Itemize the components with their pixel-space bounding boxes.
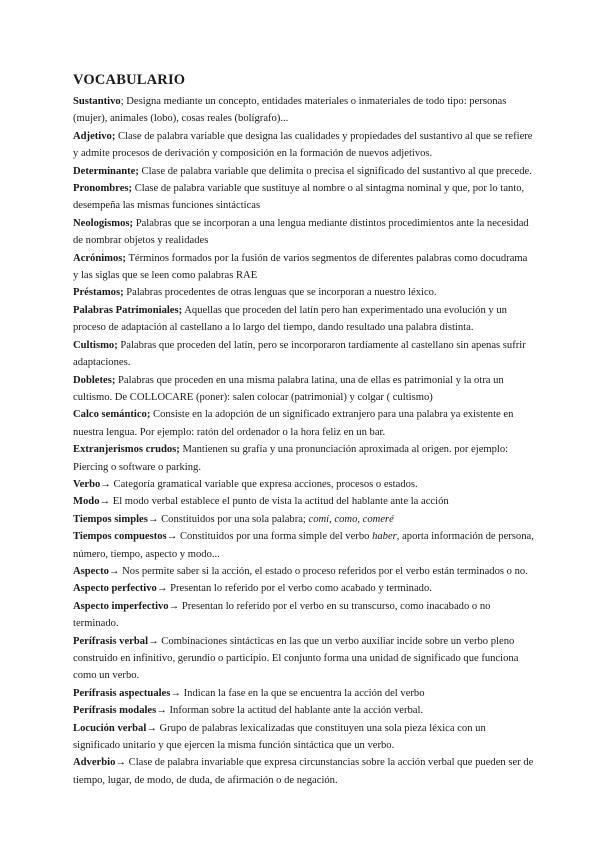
vocabulary-entry <box>73 284 535 301</box>
entry-separator: → <box>115 757 129 769</box>
entry-term: Palabras Patrimoniales; <box>73 304 183 316</box>
entry-definition: Términos formados por la fusión de varios segmentos de diferentes palabras como docudrama y las siglas que se leen como palabras RAE <box>73 252 528 282</box>
entry-separator: → <box>170 687 184 699</box>
vocabulary-entry <box>73 250 535 285</box>
entry-definition: Presentan lo referido por el verbo como acabado y terminado. <box>170 583 432 595</box>
vocabulary-entry <box>73 337 535 372</box>
entry-definition: Palabras que se incorporan a una lengua mediante distintos procedimientos ante la necesidad de nombrar objetos y realidades <box>73 217 529 247</box>
entry-term: Cultismo; <box>73 339 118 351</box>
entry-separator: → <box>156 705 170 717</box>
entry-term: Sustantivo <box>73 96 121 107</box>
vocabulary-entry <box>73 493 535 510</box>
vocabulary-entry <box>73 215 535 250</box>
entry-term: Préstamos; <box>73 287 124 299</box>
entry-term: Perífrasis aspectuales <box>73 687 171 699</box>
entry-term: Tiempos simples <box>73 513 148 525</box>
entry-definition: Palabras procedentes de otras lenguas que se incorporan a nuestro léxico. <box>126 287 437 299</box>
entry-definition: Constituidos por una forma simple del verbo <box>179 531 373 543</box>
entry-definition: Clase de palabra variable que delimita o precisa el significado del sustantivo al que precede. <box>141 165 532 177</box>
entry-definition: Mantienen su grafía y una pronunciación aproximada al origen. por ejemplo: Piercing o software o parking. <box>73 444 509 473</box>
document-page <box>73 72 535 789</box>
vocabulary-entry <box>73 598 535 633</box>
entry-term: Tiempos compuestos <box>73 531 167 543</box>
entry-separator: → <box>166 531 180 543</box>
entry-separator: ; <box>120 96 127 107</box>
entry-term: Acrónimos; <box>73 252 126 264</box>
entry-term: Dobletes; <box>73 374 116 386</box>
entry-term: Adjetivo; <box>73 130 116 142</box>
vocabulary-entry <box>73 93 535 128</box>
entry-definition: Consiste en la adopción de un significado extranjero para una palabra ya existente en nuestra lengua. Por ejemplo: ratón del ordenador o la hora feliz en un bar. <box>73 409 514 438</box>
entry-term: Perífrasis verbal <box>73 635 149 647</box>
entry-definition: Designa mediante un concepto, entidades materiales o inmateriales de todo tipo: personas (mujer), animales (lobo), cosas reales (bolígrafo)... <box>73 96 507 125</box>
entry-separator: → <box>99 496 113 508</box>
entry-term: Modo <box>73 496 100 508</box>
entry-definition: Clase de palabra invariable que expresa circunstancias sobre la acción verbal que pueden ser de tiempo, lugar, de modo, de duda, de afirmación o de negación. <box>73 757 534 786</box>
entry-definition: Constituidos por una sola palabra; <box>161 513 309 525</box>
vocabulary-entry <box>73 633 535 685</box>
entry-separator: → <box>100 478 114 490</box>
vocabulary-entry <box>73 441 535 476</box>
vocabulary-list <box>73 93 535 789</box>
entry-term: Calco semántico; <box>73 409 151 421</box>
entry-definition: Categoría gramatical variable que expresa acciones, procesos o estados. <box>113 478 418 490</box>
vocabulary-entry <box>73 580 535 597</box>
vocabulary-entry <box>73 702 535 719</box>
entry-separator: → <box>147 513 162 525</box>
vocabulary-entry <box>73 163 535 180</box>
vocabulary-entry <box>73 528 535 563</box>
entry-example: haber <box>372 531 397 543</box>
entry-definition: Clase de palabra variable que designa las cualidades y propiedades del sustantivo al que se refiere y admite procesos de derivación y composición en la formación de nuevos adjetivos. <box>73 130 533 160</box>
entry-term: Adverbio <box>73 757 116 769</box>
entry-definition-cont: , aporta información de persona, número, tiempo, aspecto y modo... <box>73 531 534 560</box>
entry-separator: → <box>146 722 160 734</box>
vocabulary-entry <box>73 406 535 441</box>
entry-separator: → <box>156 583 171 595</box>
entry-term: Perífrasis modales <box>73 705 157 717</box>
entry-definition: Palabras que proceden del latín, pero se incorporaron tardíamente al castellano sin apenas sufrir adaptaciones. <box>73 339 526 369</box>
entry-term: Determinante; <box>73 165 139 177</box>
entry-definition: Indican la fase en la que se encuentra la acción del verbo <box>183 687 425 699</box>
vocabulary-entry <box>73 754 535 789</box>
page-title: VOCABULARIO <box>73 72 186 88</box>
entry-separator: → <box>148 635 162 647</box>
entry-definition: Aquellas que proceden del latín pero han experimentado una evolución y un proceso de adaptación al castellano a lo largo del tiempo, dando resultado una palabra distinta. <box>73 304 507 334</box>
vocabulary-entry <box>73 180 535 215</box>
entry-term: Locución verbal <box>73 722 147 734</box>
vocabulary-entry <box>73 511 535 528</box>
entry-term: Extranjerismos crudos; <box>73 444 180 456</box>
vocabulary-entry <box>73 720 535 755</box>
entry-definition: Presentan lo referido por el verbo en su transcurso, como inacabado o no terminado. <box>73 600 491 630</box>
entry-separator: → <box>168 600 182 612</box>
entry-definition: Combinaciones sintácticas en las que un verbo auxiliar incide sobre un verbo pleno construido en infinitivo, gerundio o participio. El conjunto forma una unidad de significado que funciona como un verbo. <box>73 635 519 682</box>
entry-definition: Nos permite saber si la acción, el estado o proceso referidos por el verbo están terminados o no. <box>122 565 528 577</box>
entry-term: Aspecto <box>73 565 109 577</box>
vocabulary-entry <box>73 302 535 337</box>
entry-definition: Palabras que proceden en una misma palabra latina, una de ellas es patrimonial y la otra un cultismo. De COLLOCARE (poner): salen colocar (patrimonial) y colgar ( cultismo) <box>73 374 504 403</box>
entry-term: Neologismos; <box>73 217 134 229</box>
entry-definition: El modo verbal establece el punto de vista la actitud del hablante ante la acción <box>112 496 449 508</box>
entry-term: Aspecto perfectivo <box>73 583 157 595</box>
entry-definition: Clase de palabra variable que sustituye al nombre o al sintagma nominal y que, por lo tanto, desempeña las mismas funciones sintácticas <box>73 183 525 212</box>
vocabulary-entry <box>73 372 535 407</box>
vocabulary-entry <box>73 476 535 493</box>
vocabulary-entry <box>73 685 535 702</box>
vocabulary-entry <box>73 128 535 163</box>
entry-definition: Informan sobre la actitud del hablante ante la acción verbal. <box>169 705 424 717</box>
entry-separator: → <box>108 565 123 577</box>
entry-term: Aspecto imperfectivo <box>73 600 169 612</box>
entry-example: comí, como, comeré <box>308 513 394 525</box>
entry-term: Verbo <box>73 478 101 490</box>
entry-term: Pronombres; <box>73 183 133 195</box>
entry-definition: Grupo de palabras lexicalizadas que constituyen una sola pieza léxica con un significado unitario y que ejercen la misma función sintáctica que un verbo. <box>73 722 486 752</box>
vocabulary-entry <box>73 563 535 580</box>
